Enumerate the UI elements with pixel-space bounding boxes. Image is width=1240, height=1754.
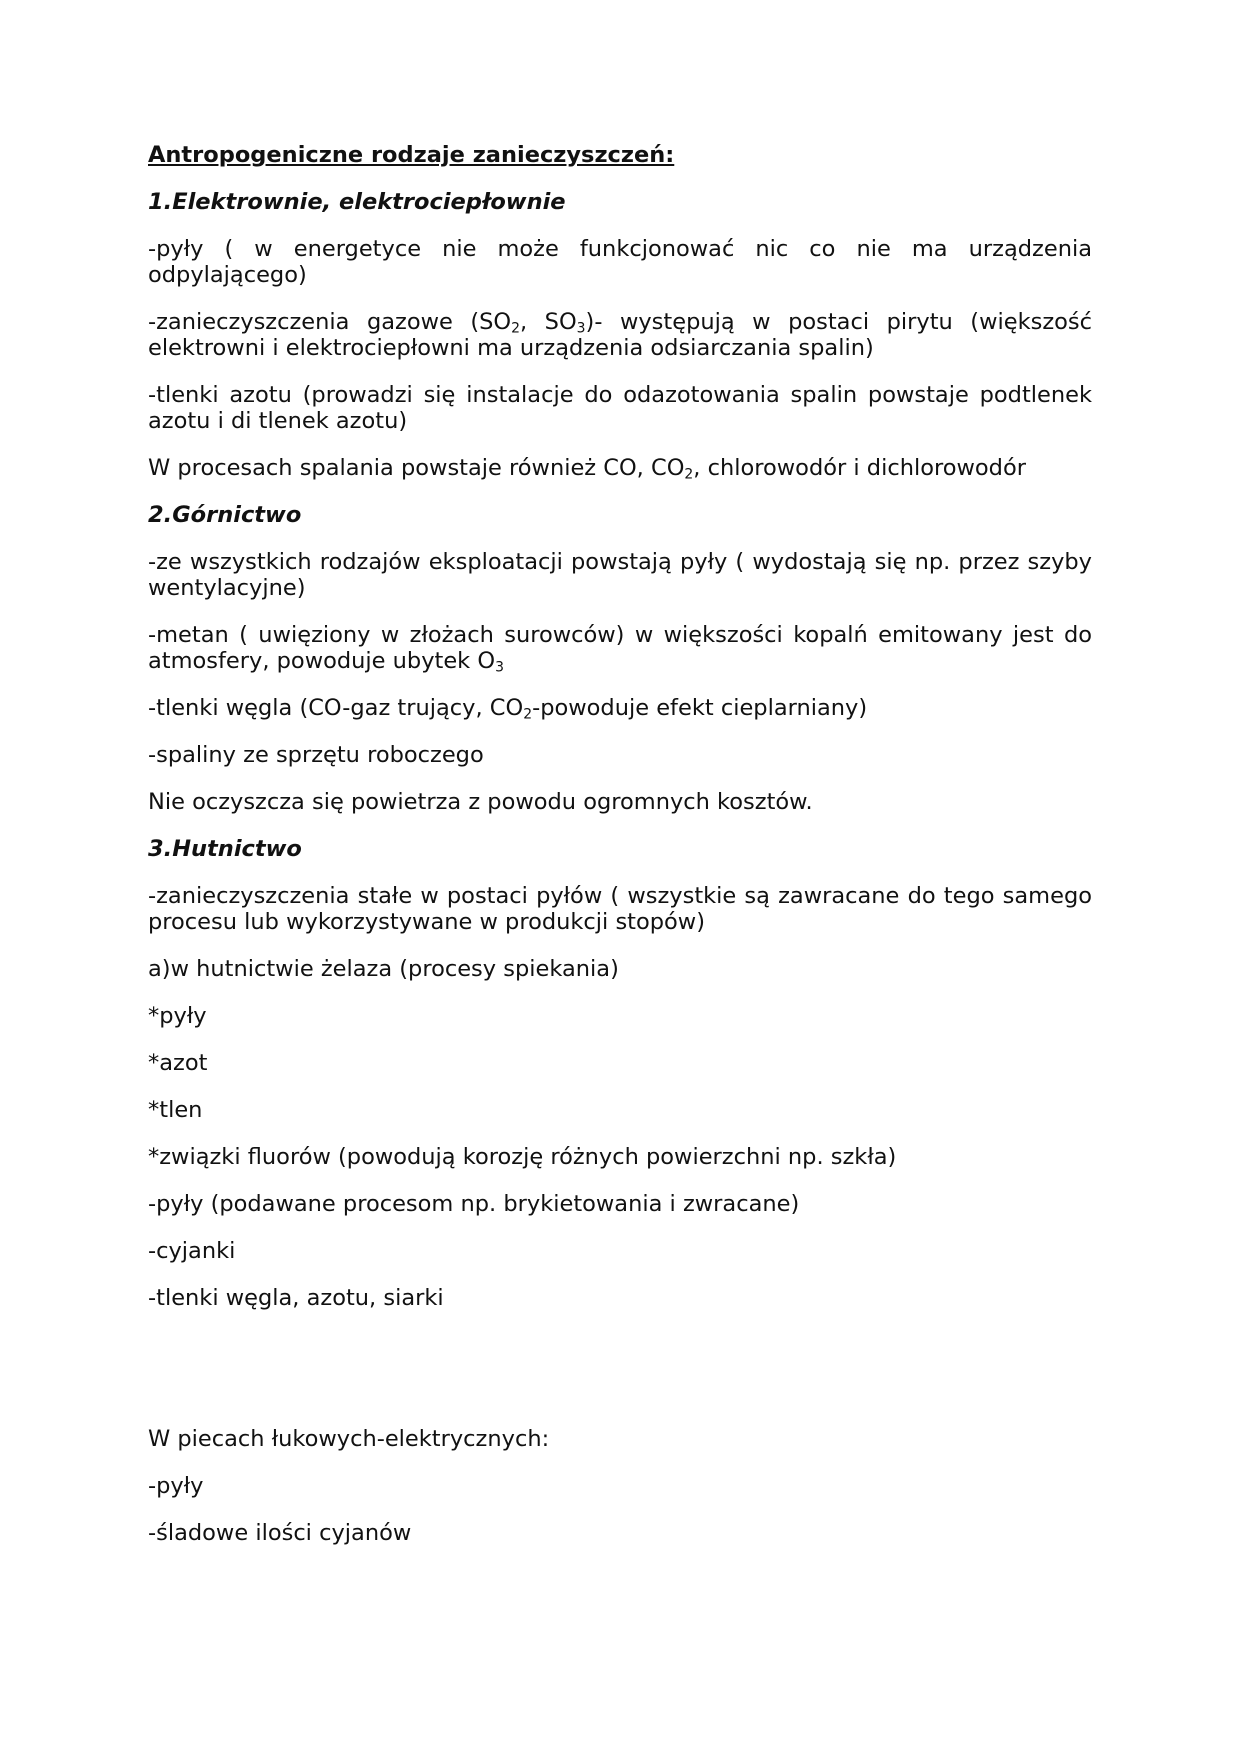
- text-segment: -tlenki węgla (CO-gaz trujący, CO: [148, 695, 524, 721]
- document-title: Antropogeniczne rodzaje zanieczyszczeń:: [148, 142, 675, 168]
- subscript: 2: [511, 320, 520, 337]
- paragraph-exhaust: -spaliny ze sprzętu roboczego: [148, 742, 484, 768]
- list-item-dust: *pyły: [148, 1003, 207, 1029]
- section-heading-mining: 2.Górnictwo: [148, 502, 302, 528]
- paragraph-arc-furnaces: W piecach łukowych-elektrycznych:: [148, 1426, 550, 1452]
- blank-space: [148, 1332, 1092, 1426]
- text-segment: -zanieczyszczenia gazowe (SO: [148, 309, 512, 335]
- text-segment: )- występują w postaci pirytu (większość elektrowni i elektrociepłowni ma urządzenia odsiarczania spalin): [148, 309, 1092, 361]
- list-item-nitrogen: *azot: [148, 1050, 208, 1076]
- text-segment: -metan ( uwięziony w złożach surowców) w większości kopalń emitowany jest do atmosfery, powoduje ubytek O: [148, 622, 1092, 674]
- paragraph-solid-pollutants: -zanieczyszczenia stałe w postaci pyłów ( wszystkie są zawracane do tego samego procesu lub wykorzystywane w produkcji stopów): [148, 883, 1092, 935]
- paragraph-iron-metallurgy: a)w hutnictwie żelaza (procesy spiekania): [148, 956, 619, 982]
- paragraph-costs: Nie oczyszcza się powietrza z powodu ogromnych kosztów.: [148, 789, 813, 815]
- section-heading-power-plants: 1.Elektrownie, elektrociepłownie: [148, 189, 566, 215]
- text-segment: , chlorowodór i dichlorowodór: [693, 455, 1026, 481]
- paragraph-methane: [148, 622, 1092, 674]
- paragraph-mining-dust: -ze wszystkich rodzajów eksploatacji powstają pyły ( wydostają się np. przez szyby wentylacyjne): [148, 549, 1092, 601]
- list-item-fluorine: *związki fluorów (powodują korozję różnych powierzchni np. szkła): [148, 1144, 897, 1170]
- paragraph-trace-cyanides: -śladowe ilości cyjanów: [148, 1520, 412, 1546]
- text-segment: , SO: [520, 309, 577, 335]
- text-segment: -powoduje efekt cieplarniany): [532, 695, 868, 721]
- paragraph-oxides: -tlenki węgla, azotu, siarki: [148, 1285, 444, 1311]
- paragraph-carbon-oxides: [148, 695, 1092, 721]
- paragraph-furnace-dust: -pyły: [148, 1473, 204, 1499]
- paragraph-gaseous-pollutants: [148, 309, 1092, 361]
- list-item-oxygen: *tlen: [148, 1097, 203, 1123]
- paragraph-combustion: [148, 455, 1092, 481]
- paragraph-dust-energy: -pyły ( w energetyce nie może funkcjonować nic co nie ma urządzenia odpylającego): [148, 236, 1092, 288]
- section-heading-metallurgy: 3.Hutnictwo: [148, 836, 302, 862]
- subscript: 3: [495, 659, 504, 676]
- paragraph-cyanides: -cyjanki: [148, 1238, 236, 1264]
- subscript: 2: [523, 706, 533, 723]
- text-segment: W procesach spalania powstaje również CO, CO: [148, 455, 685, 481]
- subscript: 3: [576, 320, 586, 337]
- paragraph-briquetting: -pyły (podawane procesom np. brykietowania i zwracane): [148, 1191, 800, 1217]
- paragraph-nitrogen-oxides: -tlenki azotu (prowadzi się instalacje do odazotowania spalin powstaje podtlenek azotu i di tlenek azotu): [148, 382, 1092, 434]
- document-page: [148, 142, 1092, 1567]
- subscript: 2: [684, 466, 694, 483]
